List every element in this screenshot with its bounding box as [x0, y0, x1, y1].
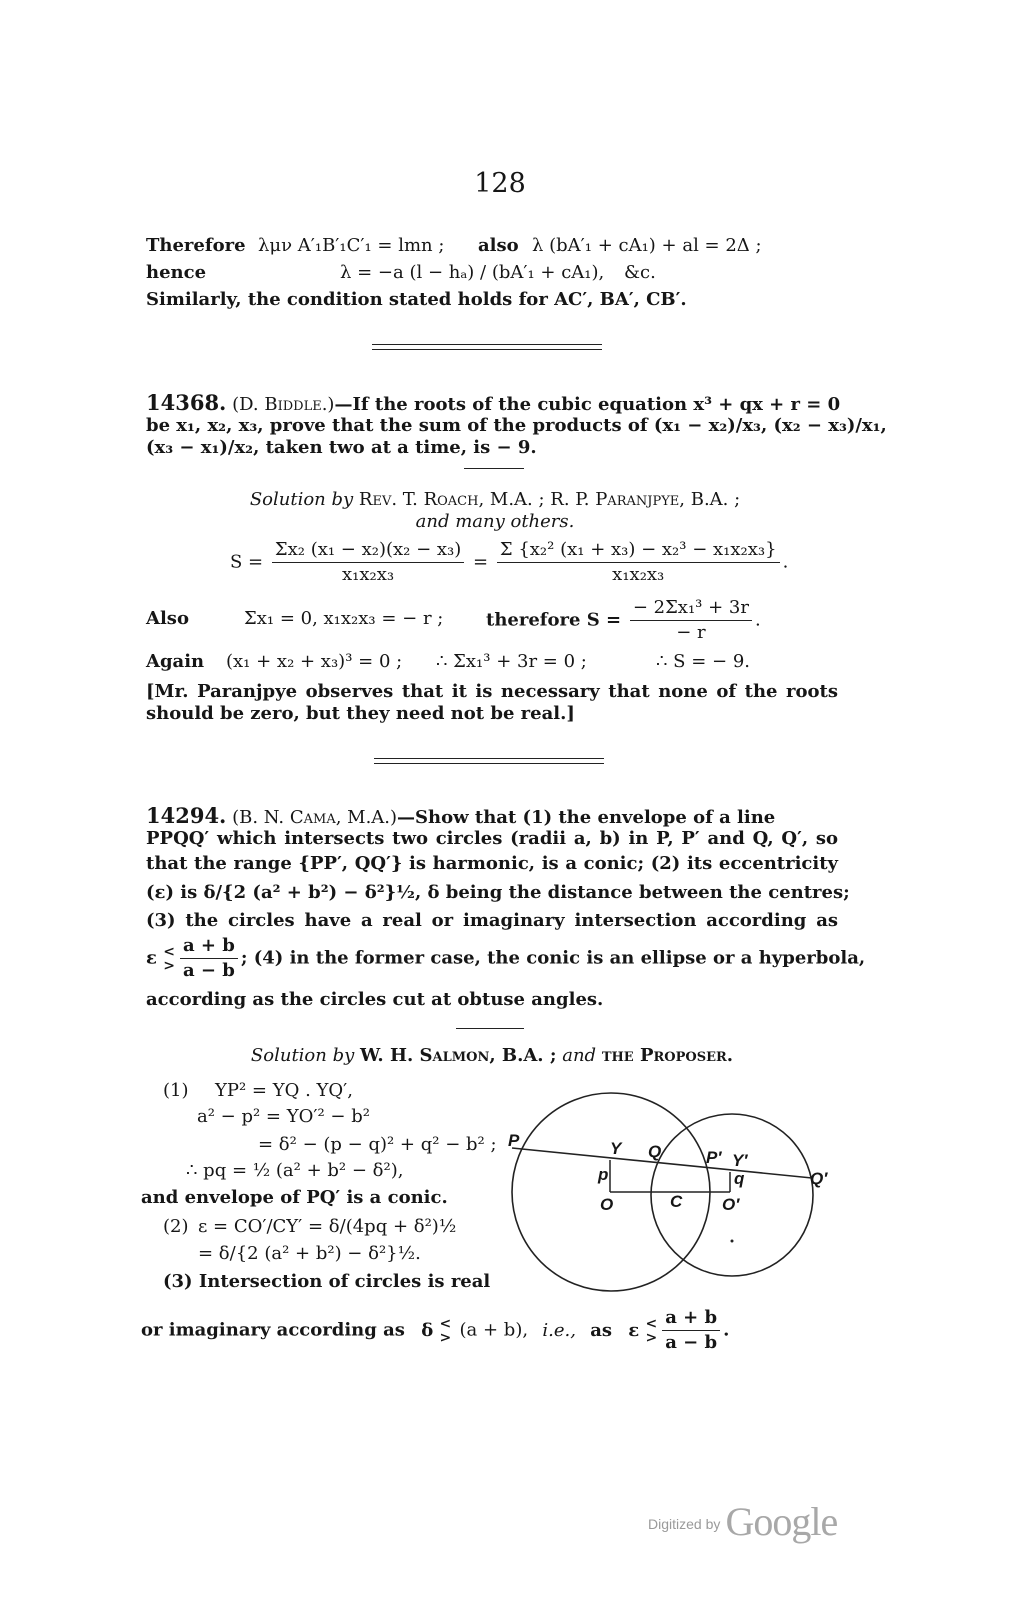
line-pq — [512, 1148, 812, 1178]
again-equation-3: ∴ S = − 9. — [656, 651, 751, 672]
step-1-label: (1) — [163, 1080, 189, 1101]
s-lhs: S = — [230, 551, 264, 573]
problem-number-2: 14294. — [146, 803, 227, 828]
short-rule-2 — [456, 1028, 524, 1029]
problem-author-2: (B. N. Cama, M.A.) — [232, 807, 398, 828]
solution-14294-credit: Solution by W. H. Salmon, B.A. ; and the Proposer. — [250, 1045, 734, 1066]
solution-names-2: W. H. Salmon, B.A. ; — [360, 1045, 557, 1066]
section-divider — [372, 344, 602, 350]
hence-lead: hence — [146, 262, 207, 283]
problem-14368-statement-3: (x₃ − x₁)/x₂, taken two at a time, is − 9. — [146, 437, 537, 458]
problem-author: (D. Biddle.) — [232, 394, 335, 415]
problem-14294-statement-3: that the range {PP′, QQ′} is harmonic, is a conic; (2) its eccentricity — [146, 853, 838, 874]
section-divider-2 — [374, 758, 604, 764]
note-line-1: [Mr. Paranjpye observes that it is necessary that none of the roots — [146, 681, 838, 702]
label-Y-prime: Y′ — [732, 1151, 748, 1170]
digitized-watermark: Digitized by Google — [648, 1499, 838, 1544]
step-1-equation: YP² = YQ . YQ′, — [215, 1080, 353, 1101]
step-3-line-2: or imaginary according as δ < > (a + b), i.e., as ε < > $\frac{a + b}{a - b}$ . — [141, 1307, 730, 1353]
label-Q-prime: Q′ — [810, 1169, 828, 1188]
also-equation-2: Σx₁ = 0, x₁x₂x₃ = − r ; — [244, 608, 444, 629]
problem-14294-statement-7: according as the circles cut at obtuse angles. — [146, 989, 604, 1010]
eccentricity-fraction: $\frac{a + b}{a - b}$ — [180, 936, 238, 981]
s-fraction-2: $\frac{\text{Σ \{x₂² (x₁ + x₃) − x₂³ − x₁x₂x₃\}}}{\text{x₁x₂x₃}}$ — [497, 540, 780, 585]
therefore-equation: λμν A′₁B′₁C′₁ = lmn ; — [258, 235, 445, 256]
step-1-equation-3: = δ² − (p − q)² + q² − b² ; — [258, 1134, 497, 1155]
circles-diagram — [500, 1086, 840, 1292]
label-q: q — [734, 1169, 745, 1188]
problem-14294-statement-2: PPQQ′ which intersects two circles (radii a, b) in P, P′ and Q, Q′, so — [146, 828, 838, 849]
step-1-conclusion: and envelope of PQ′ is a conic. — [141, 1187, 448, 1208]
note-line-2: should be zero, but they need not be real.] — [146, 703, 575, 724]
also-lead-2: Also — [146, 608, 189, 629]
label-O-prime: O′ — [722, 1195, 740, 1214]
problem-14294-statement-6: ε < > $\frac{a + b}{a - b}$ ; (4) in the former case, the conic is an ellipse or a hyperbola, — [146, 935, 866, 981]
therefore-s: therefore S = $\frac{\text{− 2Σx₁³ + 3r}}{- r}$ . — [486, 597, 761, 643]
problem-14294-statement-4: (ε) is δ/{2 (a² + b²) − δ²}½, δ being the distance between the centres; — [146, 882, 850, 903]
again-equation-1: (x₁ + x₂ + x₃)³ = 0 ; — [226, 651, 403, 672]
problem-text: —If the roots of the cubic equation x³ + qx + r = 0 — [334, 394, 841, 415]
problem-number: 14368. — [146, 390, 227, 415]
solution-14368-credit — [0, 488, 990, 512]
problem-14294-statement-5: (3) the circles have a real or imaginary intersection according as — [146, 910, 838, 931]
again-equation-2: ∴ Σx₁³ + 3r = 0 ; — [436, 651, 587, 672]
again-lead: Again — [146, 651, 205, 672]
step-2-equation: ε = CO′/CY′ = δ/(4pq + δ²)½ — [198, 1216, 457, 1237]
short-rule — [464, 468, 524, 469]
solution-14368-others: and many others. — [415, 511, 575, 532]
s-fraction-3: $\frac{\text{− 2Σx₁³ + 3r}}{- r}$ — [630, 598, 752, 643]
label-p: p — [598, 1165, 609, 1184]
step-3-text: (3) Intersection of circles is real — [163, 1271, 491, 1292]
comparison-sign: < > — [163, 943, 175, 974]
problem-text-2: —Show that (1) the envelope of a line — [397, 807, 776, 828]
step-2-label: (2) — [163, 1216, 189, 1237]
problem-14368-statement-2: be x₁, x₂, x₃, prove that the sum of the products of (x₁ − x₂)/x₃, (x₂ − x₃)/x₁, — [146, 415, 887, 436]
therefore-lead: Therefore — [146, 235, 246, 256]
step-2-equation-2: = δ/{2 (a² + b²) − δ²}½. — [198, 1243, 421, 1264]
hence-etc: &c. — [624, 262, 656, 283]
also-equation: λ (bA′₁ + cA₁) + al = 2Δ ; — [532, 235, 762, 256]
step-1-equation-2: a² − p² = YO′² − b² — [197, 1106, 370, 1127]
solution-by: Solution by — [249, 489, 354, 510]
label-P: P — [508, 1131, 520, 1150]
hence-equation: λ = −a (l − hₐ) / (bA′₁ + cA₁), — [340, 262, 605, 283]
solution-proposer: the Proposer. — [601, 1045, 734, 1066]
s-fraction-1: $\frac{\text{Σx₂ (x₁ − x₂)(x₂ − x₃)}}{\text{x₁x₂x₃}}$ — [272, 540, 464, 585]
solution-names: Rev. T. Roach, M.A. ; R. P. Paranjpye, B.A. ; — [358, 489, 741, 510]
page-number: 128 — [474, 168, 526, 199]
s-equation: S = $\frac{\text{Σx₂ (x₁ − x₂)(x₂ − x₃)}}{\text{x₁x₂x₃}}$ = $\frac{\text{Σ \{x₂² (x₁ + x₃) − x₂³ − x₁x₂x₃\}}}{\text{x₁x₂x₃}}$ . — [230, 539, 789, 585]
similarly-line: Similarly, the condition stated holds for AC′, BA′, CB′. — [146, 289, 687, 310]
google-logo: Google — [725, 1499, 838, 1544]
step-1-equation-4: ∴ pq = ½ (a² + b² − δ²), — [186, 1160, 404, 1181]
label-Q: Q — [648, 1142, 662, 1161]
center-dot — [731, 1240, 734, 1243]
label-O: O — [600, 1195, 614, 1214]
label-P-prime: P′ — [706, 1148, 722, 1167]
also-word: also — [478, 235, 519, 256]
solution-by-2: Solution by — [250, 1045, 355, 1066]
label-C: C — [670, 1192, 683, 1211]
label-Y: Y — [610, 1139, 622, 1158]
